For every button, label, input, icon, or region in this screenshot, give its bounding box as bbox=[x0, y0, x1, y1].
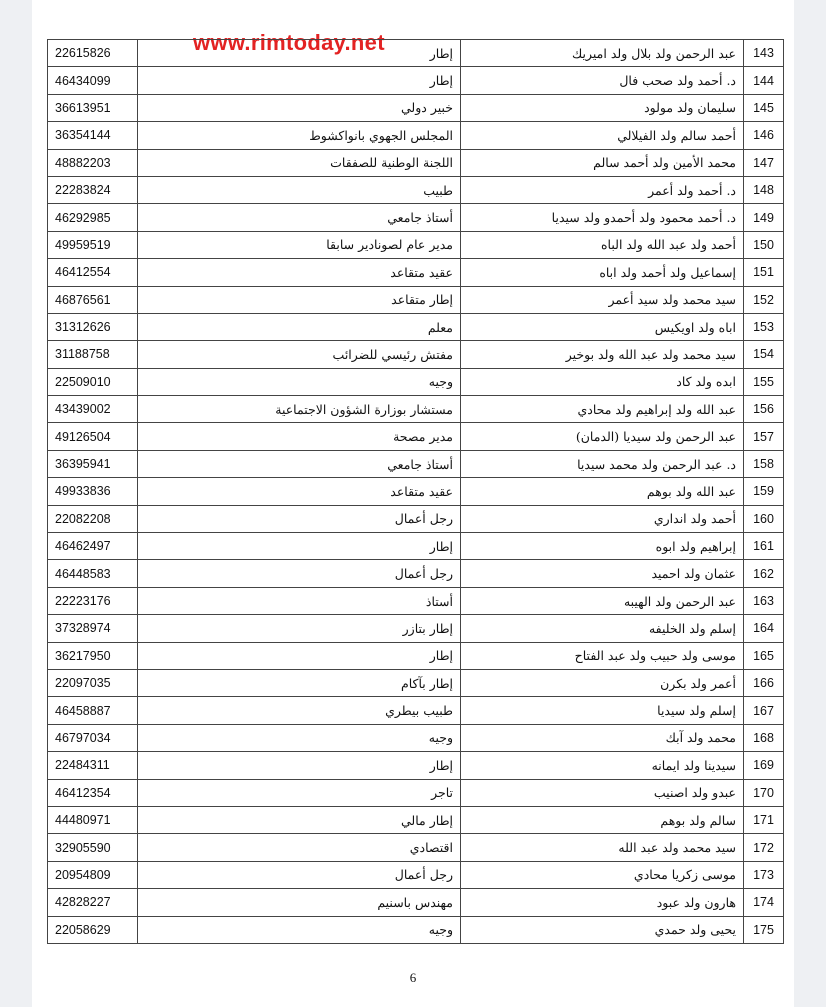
job-cell: تاجر bbox=[138, 779, 461, 806]
job-cell: إطار bbox=[138, 642, 461, 669]
row-number-cell: 166 bbox=[744, 669, 784, 696]
job-cell: أستاذ جامعي bbox=[138, 204, 461, 231]
table-row bbox=[48, 40, 784, 67]
name-cell: أعمر ولد بكرن bbox=[461, 669, 744, 696]
job-cell: وجيه bbox=[138, 368, 461, 395]
job-cell: مفتش رئيسي للضرائب bbox=[138, 341, 461, 368]
table-row bbox=[48, 615, 784, 642]
table-row bbox=[48, 916, 784, 943]
job-cell: إطار مالي bbox=[138, 806, 461, 833]
name-cell: سيد محمد ولد سيد أعمر bbox=[461, 286, 744, 313]
name-cell: يحيى ولد حمدي bbox=[461, 916, 744, 943]
phone-cell: 32905590 bbox=[48, 834, 138, 861]
job-cell: مدير مصحة bbox=[138, 423, 461, 450]
name-cell: أحمد ولد عبد الله ولد الباه bbox=[461, 231, 744, 258]
job-cell: إطار bbox=[138, 40, 461, 67]
name-cell: إسلم ولد سيديا bbox=[461, 697, 744, 724]
phone-cell: 36217950 bbox=[48, 642, 138, 669]
phone-cell: 37328974 bbox=[48, 615, 138, 642]
phone-cell: 31312626 bbox=[48, 313, 138, 340]
name-cell: محمد ولد آبك bbox=[461, 724, 744, 751]
row-number-cell: 170 bbox=[744, 779, 784, 806]
job-cell: وجيه bbox=[138, 916, 461, 943]
phone-cell: 20954809 bbox=[48, 861, 138, 888]
phone-cell: 42828227 bbox=[48, 889, 138, 916]
table-row bbox=[48, 231, 784, 258]
phone-cell: 31188758 bbox=[48, 341, 138, 368]
table-row bbox=[48, 806, 784, 833]
name-cell: أحمد سالم ولد الفيلالي bbox=[461, 122, 744, 149]
job-cell: وجيه bbox=[138, 724, 461, 751]
name-cell: إسلم ولد الخليفه bbox=[461, 615, 744, 642]
table-row bbox=[48, 341, 784, 368]
table-row bbox=[48, 861, 784, 888]
name-cell: ابده ولد كاد bbox=[461, 368, 744, 395]
table-row bbox=[48, 724, 784, 751]
phone-cell: 44480971 bbox=[48, 806, 138, 833]
table-row bbox=[48, 505, 784, 532]
name-cell: د. أحمد محمود ولد أحمدو ولد سيديا bbox=[461, 204, 744, 231]
phone-cell: 22058629 bbox=[48, 916, 138, 943]
table-row bbox=[48, 423, 784, 450]
row-number-cell: 156 bbox=[744, 396, 784, 423]
row-number-cell: 155 bbox=[744, 368, 784, 395]
job-cell: إطار متقاعد bbox=[138, 286, 461, 313]
table-row bbox=[48, 204, 784, 231]
table-row bbox=[48, 642, 784, 669]
phone-cell: 46412554 bbox=[48, 259, 138, 286]
phone-cell: 43439002 bbox=[48, 396, 138, 423]
name-cell: أحمد ولد انداري bbox=[461, 505, 744, 532]
row-number-cell: 164 bbox=[744, 615, 784, 642]
row-number-cell: 146 bbox=[744, 122, 784, 149]
job-cell: إطار bbox=[138, 752, 461, 779]
row-number-cell: 153 bbox=[744, 313, 784, 340]
job-cell: المجلس الجهوي بانواكشوط bbox=[138, 122, 461, 149]
row-number-cell: 149 bbox=[744, 204, 784, 231]
job-cell: إطار bbox=[138, 533, 461, 560]
phone-cell: 22082208 bbox=[48, 505, 138, 532]
row-number-cell: 157 bbox=[744, 423, 784, 450]
row-number-cell: 160 bbox=[744, 505, 784, 532]
phone-cell: 22484311 bbox=[48, 752, 138, 779]
phone-cell: 22223176 bbox=[48, 587, 138, 614]
table-row bbox=[48, 669, 784, 696]
name-cell: موسى ولد حبيب ولد عبد الفتاح bbox=[461, 642, 744, 669]
row-number-cell: 162 bbox=[744, 560, 784, 587]
roster-body bbox=[48, 40, 784, 944]
name-cell: سليمان ولد مولود bbox=[461, 94, 744, 121]
roster-table bbox=[47, 39, 784, 944]
job-cell: اقتصادي bbox=[138, 834, 461, 861]
row-number-cell: 165 bbox=[744, 642, 784, 669]
name-cell: سالم ولد بوهم bbox=[461, 806, 744, 833]
row-number-cell: 173 bbox=[744, 861, 784, 888]
table-row bbox=[48, 94, 784, 121]
table-row bbox=[48, 176, 784, 203]
name-cell: سيد محمد ولد عبد الله ولد بوخير bbox=[461, 341, 744, 368]
row-number-cell: 152 bbox=[744, 286, 784, 313]
table-row bbox=[48, 587, 784, 614]
row-number-cell: 158 bbox=[744, 450, 784, 477]
table-row bbox=[48, 834, 784, 861]
table-row bbox=[48, 368, 784, 395]
row-number-cell: 171 bbox=[744, 806, 784, 833]
row-number-cell: 163 bbox=[744, 587, 784, 614]
phone-cell: 46292985 bbox=[48, 204, 138, 231]
name-cell: عبد الرحمن ولد بلال ولد اميريك bbox=[461, 40, 744, 67]
job-cell: مهندس باسنيم bbox=[138, 889, 461, 916]
job-cell: رجل أعمال bbox=[138, 560, 461, 587]
name-cell: موسى زكريا محادي bbox=[461, 861, 744, 888]
row-number-cell: 174 bbox=[744, 889, 784, 916]
watermark-url: www.rimtoday.net bbox=[193, 30, 385, 55]
phone-cell: 49959519 bbox=[48, 231, 138, 258]
name-cell: عبد الرحمن ولد الهيبه bbox=[461, 587, 744, 614]
phone-cell: 36613951 bbox=[48, 94, 138, 121]
phone-cell: 49126504 bbox=[48, 423, 138, 450]
job-cell: أستاذ bbox=[138, 587, 461, 614]
name-cell: عبد الرحمن ولد سيديا (الدمان) bbox=[461, 423, 744, 450]
name-cell: عبد الله ولد إبراهيم ولد محادي bbox=[461, 396, 744, 423]
name-cell: د. أحمد ولد أعمر bbox=[461, 176, 744, 203]
row-number-cell: 148 bbox=[744, 176, 784, 203]
row-number-cell: 169 bbox=[744, 752, 784, 779]
table-row bbox=[48, 313, 784, 340]
row-number-cell: 150 bbox=[744, 231, 784, 258]
job-cell: معلم bbox=[138, 313, 461, 340]
name-cell: محمد الأمين ولد أحمد سالم bbox=[461, 149, 744, 176]
name-cell: إبراهيم ولد ابوه bbox=[461, 533, 744, 560]
phone-cell: 46412354 bbox=[48, 779, 138, 806]
job-cell: رجل أعمال bbox=[138, 861, 461, 888]
row-number-cell: 175 bbox=[744, 916, 784, 943]
name-cell: سيدينا ولد ايمانه bbox=[461, 752, 744, 779]
row-number-cell: 151 bbox=[744, 259, 784, 286]
phone-cell: 46797034 bbox=[48, 724, 138, 751]
row-number-cell: 167 bbox=[744, 697, 784, 724]
job-cell: مستشار بوزارة الشؤون الاجتماعية bbox=[138, 396, 461, 423]
row-number-cell: 143 bbox=[744, 40, 784, 67]
phone-cell: 46462497 bbox=[48, 533, 138, 560]
name-cell: عثمان ولد احميد bbox=[461, 560, 744, 587]
row-number-cell: 154 bbox=[744, 341, 784, 368]
table-row bbox=[48, 286, 784, 313]
phone-cell: 48882203 bbox=[48, 149, 138, 176]
table-row bbox=[48, 478, 784, 505]
page-number: 6 bbox=[409, 970, 417, 985]
phone-cell: 22509010 bbox=[48, 368, 138, 395]
name-cell: د. عبد الرحمن ولد محمد سيديا bbox=[461, 450, 744, 477]
job-cell: خبير دولي bbox=[138, 94, 461, 121]
table-row bbox=[48, 889, 784, 916]
row-number-cell: 159 bbox=[744, 478, 784, 505]
name-cell: عبد الله ولد بوهم bbox=[461, 478, 744, 505]
name-cell: د. أحمد ولد صحب فال bbox=[461, 67, 744, 94]
phone-cell: 46448583 bbox=[48, 560, 138, 587]
table-row bbox=[48, 396, 784, 423]
job-cell: إطار بتازر bbox=[138, 615, 461, 642]
phone-cell: 22615826 bbox=[48, 40, 138, 67]
name-cell: إسماعيل ولد أحمد ولد اباه bbox=[461, 259, 744, 286]
job-cell: طبيب بيطري bbox=[138, 697, 461, 724]
table-row bbox=[48, 122, 784, 149]
phone-cell: 46876561 bbox=[48, 286, 138, 313]
table-row bbox=[48, 779, 784, 806]
row-number-cell: 172 bbox=[744, 834, 784, 861]
job-cell: طبيب bbox=[138, 176, 461, 203]
table-row bbox=[48, 560, 784, 587]
table-row bbox=[48, 533, 784, 560]
row-number-cell: 144 bbox=[744, 67, 784, 94]
row-number-cell: 168 bbox=[744, 724, 784, 751]
job-cell: رجل أعمال bbox=[138, 505, 461, 532]
row-number-cell: 145 bbox=[744, 94, 784, 121]
job-cell: اللجنة الوطنية للصفقات bbox=[138, 149, 461, 176]
job-cell: مدير عام لصونادير سابقا bbox=[138, 231, 461, 258]
phone-cell: 22097035 bbox=[48, 669, 138, 696]
table-row bbox=[48, 149, 784, 176]
table-row bbox=[48, 259, 784, 286]
phone-cell: 46434099 bbox=[48, 67, 138, 94]
job-cell: عقيد متقاعد bbox=[138, 259, 461, 286]
phone-cell: 46458887 bbox=[48, 697, 138, 724]
name-cell: عبدو ولد اصنيب bbox=[461, 779, 744, 806]
table-row bbox=[48, 450, 784, 477]
job-cell: إطار بآكام bbox=[138, 669, 461, 696]
phone-cell: 49933836 bbox=[48, 478, 138, 505]
name-cell: هارون ولد عبود bbox=[461, 889, 744, 916]
job-cell: إطار bbox=[138, 67, 461, 94]
row-number-cell: 161 bbox=[744, 533, 784, 560]
phone-cell: 36395941 bbox=[48, 450, 138, 477]
name-cell: سيد محمد ولد عبد الله bbox=[461, 834, 744, 861]
table-row bbox=[48, 67, 784, 94]
table-row bbox=[48, 697, 784, 724]
table-row bbox=[48, 752, 784, 779]
phone-cell: 22283824 bbox=[48, 176, 138, 203]
row-number-cell: 147 bbox=[744, 149, 784, 176]
name-cell: اباه ولد اويكيس bbox=[461, 313, 744, 340]
phone-cell: 36354144 bbox=[48, 122, 138, 149]
job-cell: عقيد متقاعد bbox=[138, 478, 461, 505]
job-cell: أستاذ جامعي bbox=[138, 450, 461, 477]
